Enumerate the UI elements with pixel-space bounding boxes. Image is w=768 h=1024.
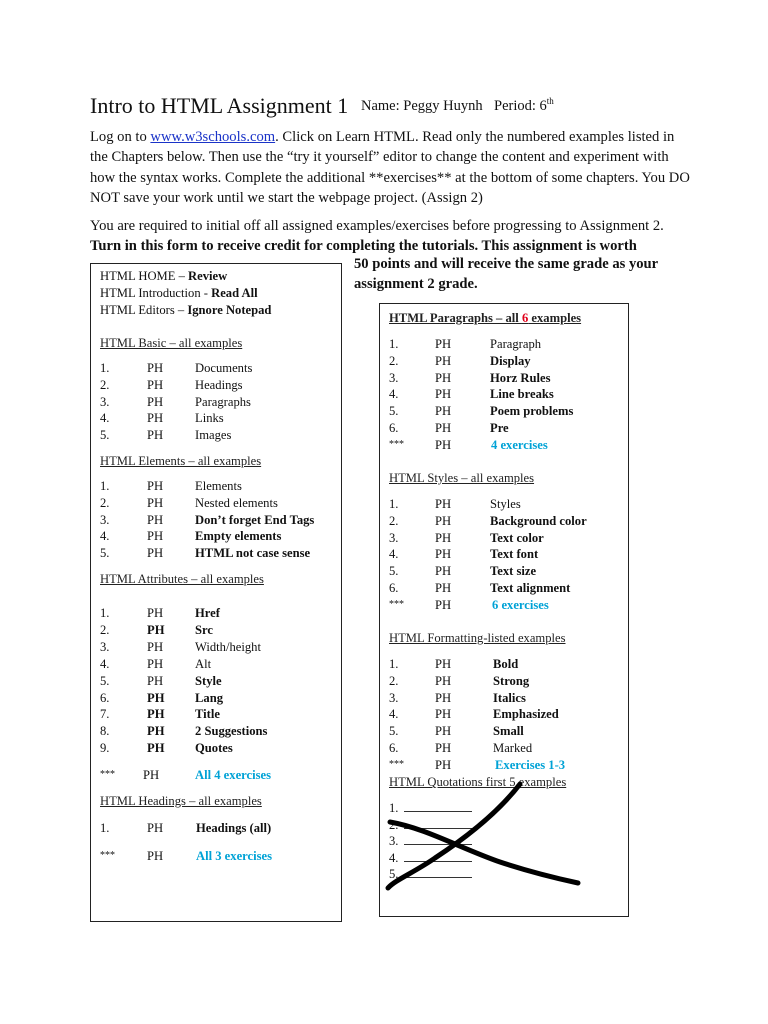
topic: Links [195, 411, 224, 426]
html-quotations-heading: HTML Quotations first 5 examples [389, 775, 567, 789]
topic: Quotes [195, 741, 233, 756]
topic: Headings [195, 377, 243, 392]
row-number: 2. [389, 353, 399, 368]
topic: Don’t forget End Tags [195, 512, 315, 527]
initials: PH [147, 741, 165, 756]
exercise-topic: 4 exercises [491, 438, 548, 452]
html-paragraphs-heading [389, 310, 581, 326]
exercise-topic: 6 exercises [492, 598, 549, 612]
topic: Alt [195, 656, 212, 671]
initials: PH [147, 606, 164, 620]
topic: Small [493, 724, 524, 739]
initials: PH [147, 495, 164, 510]
paragraphs-heading-label: HTML Paragraphs – all [389, 311, 522, 325]
initials: PH [435, 530, 452, 545]
row-number: 5. [389, 867, 399, 882]
cross-stroke-1 [388, 784, 520, 888]
left-checklist-box [90, 263, 342, 922]
initials: PH [435, 581, 452, 595]
html-editors-label: HTML Editors – [100, 303, 188, 317]
row-number: 6. [100, 690, 110, 705]
exercise-marker: *** [389, 759, 404, 770]
initials: PH [147, 361, 164, 375]
row-number: 4. [389, 387, 399, 402]
row-number: 5. [389, 724, 399, 739]
cross-out-mark [380, 780, 590, 895]
initials: PH [147, 529, 164, 544]
row-number: 2. [100, 495, 110, 510]
cross-stroke-2 [390, 822, 578, 883]
row-number: 1. [100, 361, 110, 375]
html-editors-line [100, 302, 271, 318]
period-label: Period: 6 [494, 98, 547, 114]
html-introduction-line [100, 285, 258, 301]
row-number: 4. [389, 707, 399, 722]
student-period [494, 98, 554, 115]
row-number: 6. [389, 581, 399, 595]
row-number: 3. [389, 370, 399, 385]
initials: PH [435, 421, 452, 435]
initials: PH [435, 513, 452, 528]
requirement-bold-continued: 50 points and will receive the same grade as your assignment 2 grade. [354, 256, 658, 293]
instructions-paragraph [90, 127, 690, 209]
html-home-note: Review [188, 269, 228, 283]
topic: Marked [493, 741, 533, 755]
initials: PH [435, 707, 452, 722]
initials: PH [147, 377, 164, 392]
html-attributes-heading: HTML Attributes – all examples [100, 572, 264, 586]
initials: PH [147, 690, 165, 705]
initials: PH [435, 724, 452, 739]
initials: PH [147, 411, 164, 426]
initials: PH [147, 656, 164, 671]
topic: Headings (all) [196, 821, 272, 835]
row-number: 4. [100, 411, 110, 426]
topic: Empty elements [195, 529, 282, 544]
requirement-plain: You are required to initial off all assigned examples/exercises before progressing to Assignment 2. [90, 218, 664, 234]
initials: PH [435, 404, 452, 419]
row-number: 2. [100, 377, 110, 392]
row-number: 4. [389, 547, 399, 562]
initials: PH [435, 497, 452, 511]
intro-rest: . Click on Learn HTML. Read only the numbered examples listed in the Chapters below. Then use the “try it yourself” editor to change the content and experiment with how the syntax works. Complete the additional **exercises** at the bottom of some chapters. You DO NOT save your work until we start the webpage project. (Assign 2) [90, 129, 690, 207]
topic: Width/height [195, 639, 261, 654]
initials: PH [147, 673, 164, 688]
paragraphs-count: 6 [521, 311, 529, 325]
initials: PH [147, 707, 165, 722]
row-number: 5. [389, 564, 399, 579]
initials: PH [147, 849, 164, 863]
row-number: 1. [389, 337, 399, 351]
row-number: 6. [389, 421, 399, 435]
row-number: 2. [389, 513, 399, 528]
topic: Styles [490, 497, 521, 511]
html-headings-heading: HTML Headings – all examples [100, 794, 262, 808]
row-number: 1. [389, 497, 399, 511]
topic: Text size [490, 564, 537, 579]
html-elements-heading: HTML Elements – all examples [100, 454, 262, 468]
topic: Title [195, 707, 220, 722]
topic: Strong [493, 673, 530, 688]
page-title: Intro to HTML Assignment 1 [90, 93, 349, 118]
topic: 2 Suggestions [195, 724, 268, 739]
topic: Italics [493, 690, 526, 705]
exercise-marker: *** [389, 599, 404, 610]
initials: PH [147, 428, 164, 443]
row-number: 5. [100, 673, 110, 688]
topic: Nested elements [195, 495, 278, 510]
row-number: 3. [100, 394, 110, 409]
initials: PH [435, 337, 452, 351]
initials: PH [147, 394, 164, 409]
exercise-topic: All 4 exercises [195, 768, 272, 782]
row-number: 4. [389, 850, 399, 865]
topic: Horz Rules [490, 370, 551, 385]
topic: Text color [490, 530, 544, 545]
topic: HTML not case sense [195, 546, 311, 561]
initials: PH [435, 741, 452, 755]
initials: PH [147, 622, 165, 637]
row-number: 3. [100, 639, 110, 654]
period-suffix: th [546, 96, 554, 107]
html-styles-heading: HTML Styles – all examples [389, 471, 535, 485]
requirement-paragraph [90, 216, 690, 257]
row-number: 1. [389, 801, 399, 815]
topic: Href [195, 606, 220, 620]
html-home-label: HTML HOME – [100, 269, 189, 283]
initials: PH [147, 724, 165, 739]
row-number: 2. [100, 622, 110, 637]
topic: Paragraph [490, 337, 542, 351]
exercise-topic: Exercises 1-3 [495, 758, 566, 772]
initials: PH [435, 758, 452, 772]
row-number: 3. [100, 512, 110, 527]
row-number: 1. [100, 606, 110, 620]
initials: PH [435, 547, 452, 562]
initials: PH [147, 479, 164, 493]
paragraphs-heading-suffix: examples [528, 311, 582, 325]
row-number: 5. [100, 546, 110, 561]
topic: Emphasized [493, 707, 559, 722]
requirement-bold-start: Turn in this form to receive credit for completing the tutorials. This assignment is worth [90, 238, 637, 255]
row-number: 3. [389, 690, 399, 705]
topic: Pre [490, 421, 509, 435]
row-number: 1. [100, 479, 110, 493]
initials: PH [435, 673, 452, 688]
topic: Bold [493, 657, 519, 671]
intro-prefix: Log on to [90, 129, 151, 145]
exercise-topic: All 3 exercises [196, 849, 273, 863]
html-editors-note: Ignore Notepad [187, 303, 272, 317]
initials: PH [435, 387, 452, 402]
row-number: 5. [100, 428, 110, 443]
initials: PH [435, 657, 452, 671]
topic: Style [195, 673, 222, 688]
topic: Display [490, 353, 531, 368]
row-number: 2. [389, 817, 399, 832]
row-number: 3. [389, 834, 399, 849]
exercise-marker: *** [389, 439, 404, 450]
row-number: 4. [100, 656, 110, 671]
html-introduction-note: Read All [211, 286, 258, 300]
exercise-marker: *** [100, 850, 115, 861]
topic: Lang [195, 690, 223, 705]
topic: Paragraphs [195, 394, 251, 409]
topic: Src [195, 622, 213, 637]
row-number: 3. [389, 530, 399, 545]
topic: Line breaks [490, 387, 554, 402]
topic: Poem problems [490, 404, 574, 419]
html-basic-heading: HTML Basic – all examples [100, 336, 243, 350]
initials: PH [435, 438, 452, 452]
row-number: 4. [100, 529, 110, 544]
row-number: 2. [389, 673, 399, 688]
initials: PH [147, 512, 164, 527]
initials: PH [147, 546, 164, 561]
initials: PH [435, 564, 452, 579]
html-home-line [100, 268, 227, 284]
initials: PH [147, 821, 164, 835]
exercise-marker: *** [100, 769, 115, 780]
initials: PH [435, 690, 452, 705]
html-introduction-label: HTML Introduction - [100, 286, 212, 300]
initials: PH [435, 598, 452, 612]
row-number: 5. [389, 404, 399, 419]
row-number: 7. [100, 707, 110, 722]
topic: Text alignment [490, 581, 571, 595]
topic: Documents [195, 361, 253, 375]
topic: Background color [490, 513, 587, 528]
initials: PH [435, 370, 452, 385]
student-name: Name: Peggy Huynh [361, 98, 483, 114]
initials: PH [435, 353, 452, 368]
row-number: 1. [389, 657, 399, 671]
row-number: 1. [100, 821, 110, 835]
topic: Images [195, 428, 232, 443]
row-number: 6. [389, 741, 399, 755]
initials: PH [143, 768, 160, 782]
topic: Text font [490, 547, 539, 562]
topic: Elements [195, 479, 242, 493]
w3schools-link[interactable]: www.w3schools.com [150, 129, 276, 145]
initials: PH [147, 639, 164, 654]
row-number: 9. [100, 741, 110, 756]
html-formatting-heading: HTML Formatting-listed examples [389, 631, 566, 645]
row-number: 8. [100, 724, 110, 739]
